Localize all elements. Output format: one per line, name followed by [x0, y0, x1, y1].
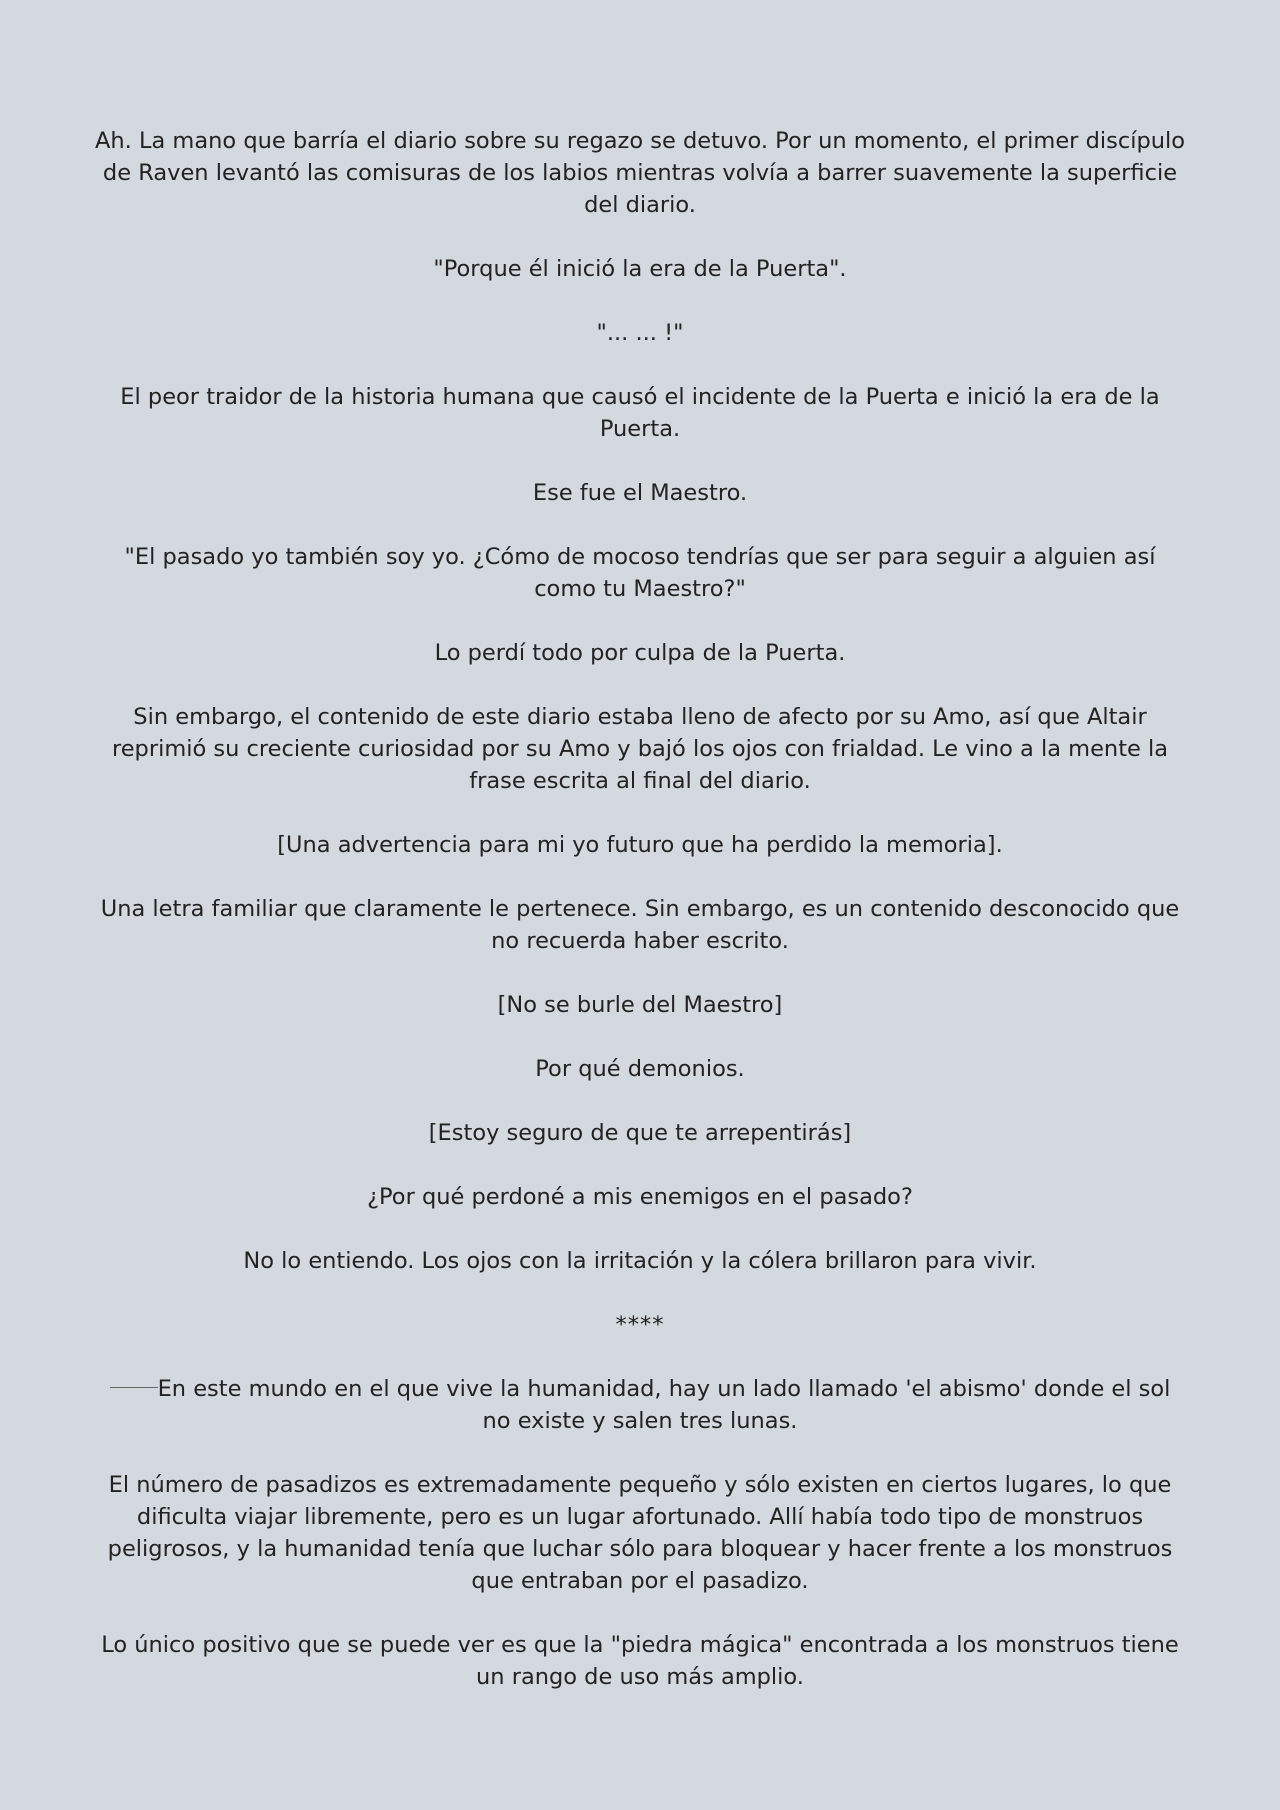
paragraph: [No se burle del Maestro] — [497, 992, 783, 1018]
paragraph: Sin embargo, el contenido de este diario estaba lleno de afecto por su Amo, así que Altair reprimió su creciente curiosidad por su Amo y bajó los ojos con frialdad. Le vino a la mente la frase escrita al final del diario. — [111, 704, 1169, 794]
paragraph: Lo único positivo que se puede ver es que la "piedra mágica" encontrada a los monstruos tiene un rango de uso más amplio. — [101, 1632, 1179, 1690]
paragraph-with-dash — [95, 1373, 1185, 1437]
paragraph: "... ... !" — [596, 320, 684, 346]
paragraph: El número de pasadizos es extremadamente pequeño y sólo existen en ciertos lugares, lo que dificulta viajar libremente, pero es un lugar afortunado. Allí había todo tipo de monstruos peligrosos, y la humanidad tenía que luchar sólo para bloquear y hacer frente a los monstruos que entraban por el pasadizo. — [107, 1472, 1173, 1594]
document-content — [95, 125, 1185, 1693]
paragraph: No lo entiendo. Los ojos con la irritación y la cólera brillaron para vivir. — [243, 1248, 1037, 1274]
paragraph: [Una advertencia para mi yo futuro que ha perdido la memoria]. — [277, 832, 1003, 858]
paragraph: Ah. La mano que barría el diario sobre su regazo se detuvo. Por un momento, el primer discípulo de Raven levantó las comisuras de los labios mientras volvía a barrer suavemente la superficie del diario. — [95, 128, 1186, 218]
paragraph: Ese fue el Maestro. — [532, 480, 748, 506]
paragraph: "Porque él inició la era de la Puerta". — [433, 256, 847, 282]
paragraph: "El pasado yo también soy yo. ¿Cómo de mocoso tendrías que ser para seguir a alguien así como tu Maestro?" — [124, 544, 1156, 602]
em-dash-line — [110, 1387, 158, 1388]
paragraph: Por qué demonios. — [535, 1056, 745, 1082]
paragraph: El peor traidor de la historia humana que causó el incidente de la Puerta e inició la era de la Puerta. — [120, 384, 1160, 442]
paragraph-text: En este mundo en el que vive la humanidad, hay un lado llamado 'el abismo' donde el sol no existe y salen tres lunas. — [157, 1376, 1171, 1434]
paragraph: Lo perdí todo por culpa de la Puerta. — [434, 640, 846, 666]
section-separator: **** — [615, 1312, 665, 1338]
paragraph: [Estoy seguro de que te arrepentirás] — [428, 1120, 852, 1146]
paragraph: ¿Por qué perdoné a mis enemigos en el pasado? — [367, 1184, 913, 1210]
paragraph: Una letra familiar que claramente le pertenece. Sin embargo, es un contenido desconocido que no recuerda haber escrito. — [100, 896, 1180, 954]
